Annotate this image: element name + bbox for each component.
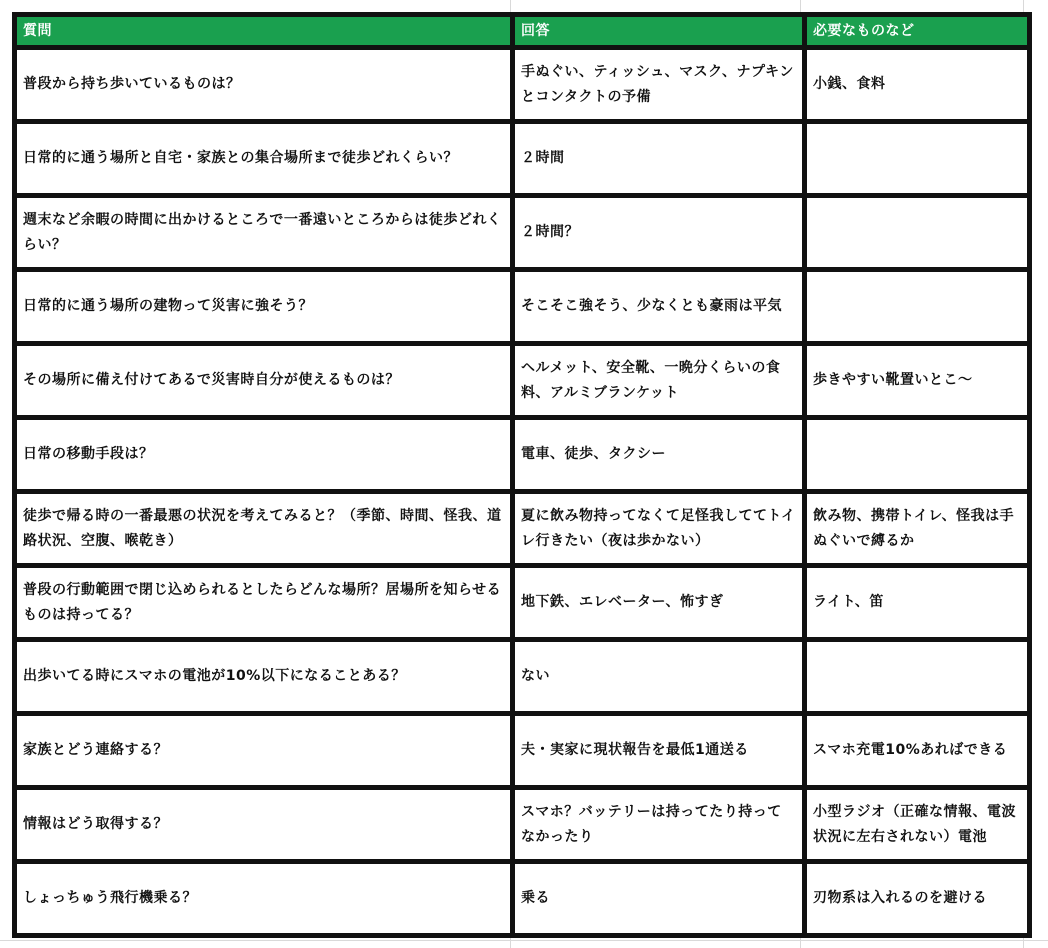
answer-cell[interactable]: ２時間 [513, 122, 805, 196]
header-question[interactable]: 質問 [15, 15, 513, 48]
gridline [0, 940, 1048, 941]
header-answer[interactable]: 回答 [513, 15, 805, 48]
question-cell[interactable]: 日常的に通う場所と自宅・家族との集合場所まで徒歩どれくらい？ [15, 122, 513, 196]
question-cell[interactable]: 日常的に通う場所の建物って災害に強そう？ [15, 270, 513, 344]
needs-cell[interactable] [805, 196, 1030, 270]
needs-cell[interactable]: 小銭、食料 [805, 48, 1030, 122]
needs-cell[interactable]: 歩きやすい靴置いとこ〜 [805, 344, 1030, 418]
answer-cell[interactable]: 夏に飲み物持ってなくて足怪我しててトイレ行きたい（夜は歩かない） [513, 492, 805, 566]
needs-cell[interactable]: 飲み物、携帯トイレ、怪我は手ぬぐいで縛るか [805, 492, 1030, 566]
answer-cell[interactable]: そこそこ強そう、少なくとも豪雨は平気 [513, 270, 805, 344]
answer-cell[interactable]: 夫・実家に現状報告を最低1通送る [513, 714, 805, 788]
needs-cell[interactable] [805, 640, 1030, 714]
question-cell[interactable]: 普段の行動範囲で閉じ込められるとしたらどんな場所？居場所を知らせるものは持ってる？ [15, 566, 513, 640]
table-row [15, 196, 1030, 270]
question-cell[interactable]: 週末など余暇の時間に出かけるところで一番遠いところからは徒歩どれくらい？ [15, 196, 513, 270]
table-row [15, 862, 1030, 936]
needs-cell[interactable]: 刃物系は入れるのを避ける [805, 862, 1030, 936]
answer-cell[interactable]: スマホ？バッテリーは持ってたり持ってなかったり [513, 788, 805, 862]
table-row [15, 344, 1030, 418]
question-cell[interactable]: しょっちゅう飛行機乗る？ [15, 862, 513, 936]
needs-cell[interactable] [805, 418, 1030, 492]
needs-cell[interactable] [805, 270, 1030, 344]
question-cell[interactable]: 徒歩で帰る時の一番最悪の状況を考えてみると？（季節、時間、怪我、道路状況、空腹、喉乾き） [15, 492, 513, 566]
answer-cell[interactable]: 手ぬぐい、ティッシュ、マスク、ナプキンとコンタクトの予備 [513, 48, 805, 122]
table-row [15, 640, 1030, 714]
qa-table [12, 12, 1032, 938]
table-row [15, 418, 1030, 492]
answer-cell[interactable]: 電車、徒歩、タクシー [513, 418, 805, 492]
question-cell[interactable]: 情報はどう取得する？ [15, 788, 513, 862]
answer-cell[interactable]: 地下鉄、エレベーター、怖すぎ [513, 566, 805, 640]
table-row [15, 122, 1030, 196]
question-cell[interactable]: 出歩いてる時にスマホの電池が10%以下になることある？ [15, 640, 513, 714]
needs-cell[interactable] [805, 122, 1030, 196]
question-cell[interactable]: 家族とどう連絡する？ [15, 714, 513, 788]
answer-cell[interactable]: ２時間？ [513, 196, 805, 270]
table-row [15, 714, 1030, 788]
table-row [15, 566, 1030, 640]
needs-cell[interactable]: 小型ラジオ（正確な情報、電波状況に左右されない）電池 [805, 788, 1030, 862]
question-cell[interactable]: その場所に備え付けてあるで災害時自分が使えるものは？ [15, 344, 513, 418]
needs-cell[interactable]: ライト、笛 [805, 566, 1030, 640]
header-row [15, 15, 1030, 48]
answer-cell[interactable]: 乗る [513, 862, 805, 936]
header-needs[interactable]: 必要なものなど [805, 15, 1030, 48]
table-row [15, 788, 1030, 862]
table-row [15, 48, 1030, 122]
answer-cell[interactable]: ヘルメット、安全靴、一晩分くらいの食料、アルミブランケット [513, 344, 805, 418]
question-cell[interactable]: 日常の移動手段は？ [15, 418, 513, 492]
needs-cell[interactable]: スマホ充電10%あればできる [805, 714, 1030, 788]
table-row [15, 492, 1030, 566]
question-cell[interactable]: 普段から持ち歩いているものは？ [15, 48, 513, 122]
table-row [15, 270, 1030, 344]
answer-cell[interactable]: ない [513, 640, 805, 714]
